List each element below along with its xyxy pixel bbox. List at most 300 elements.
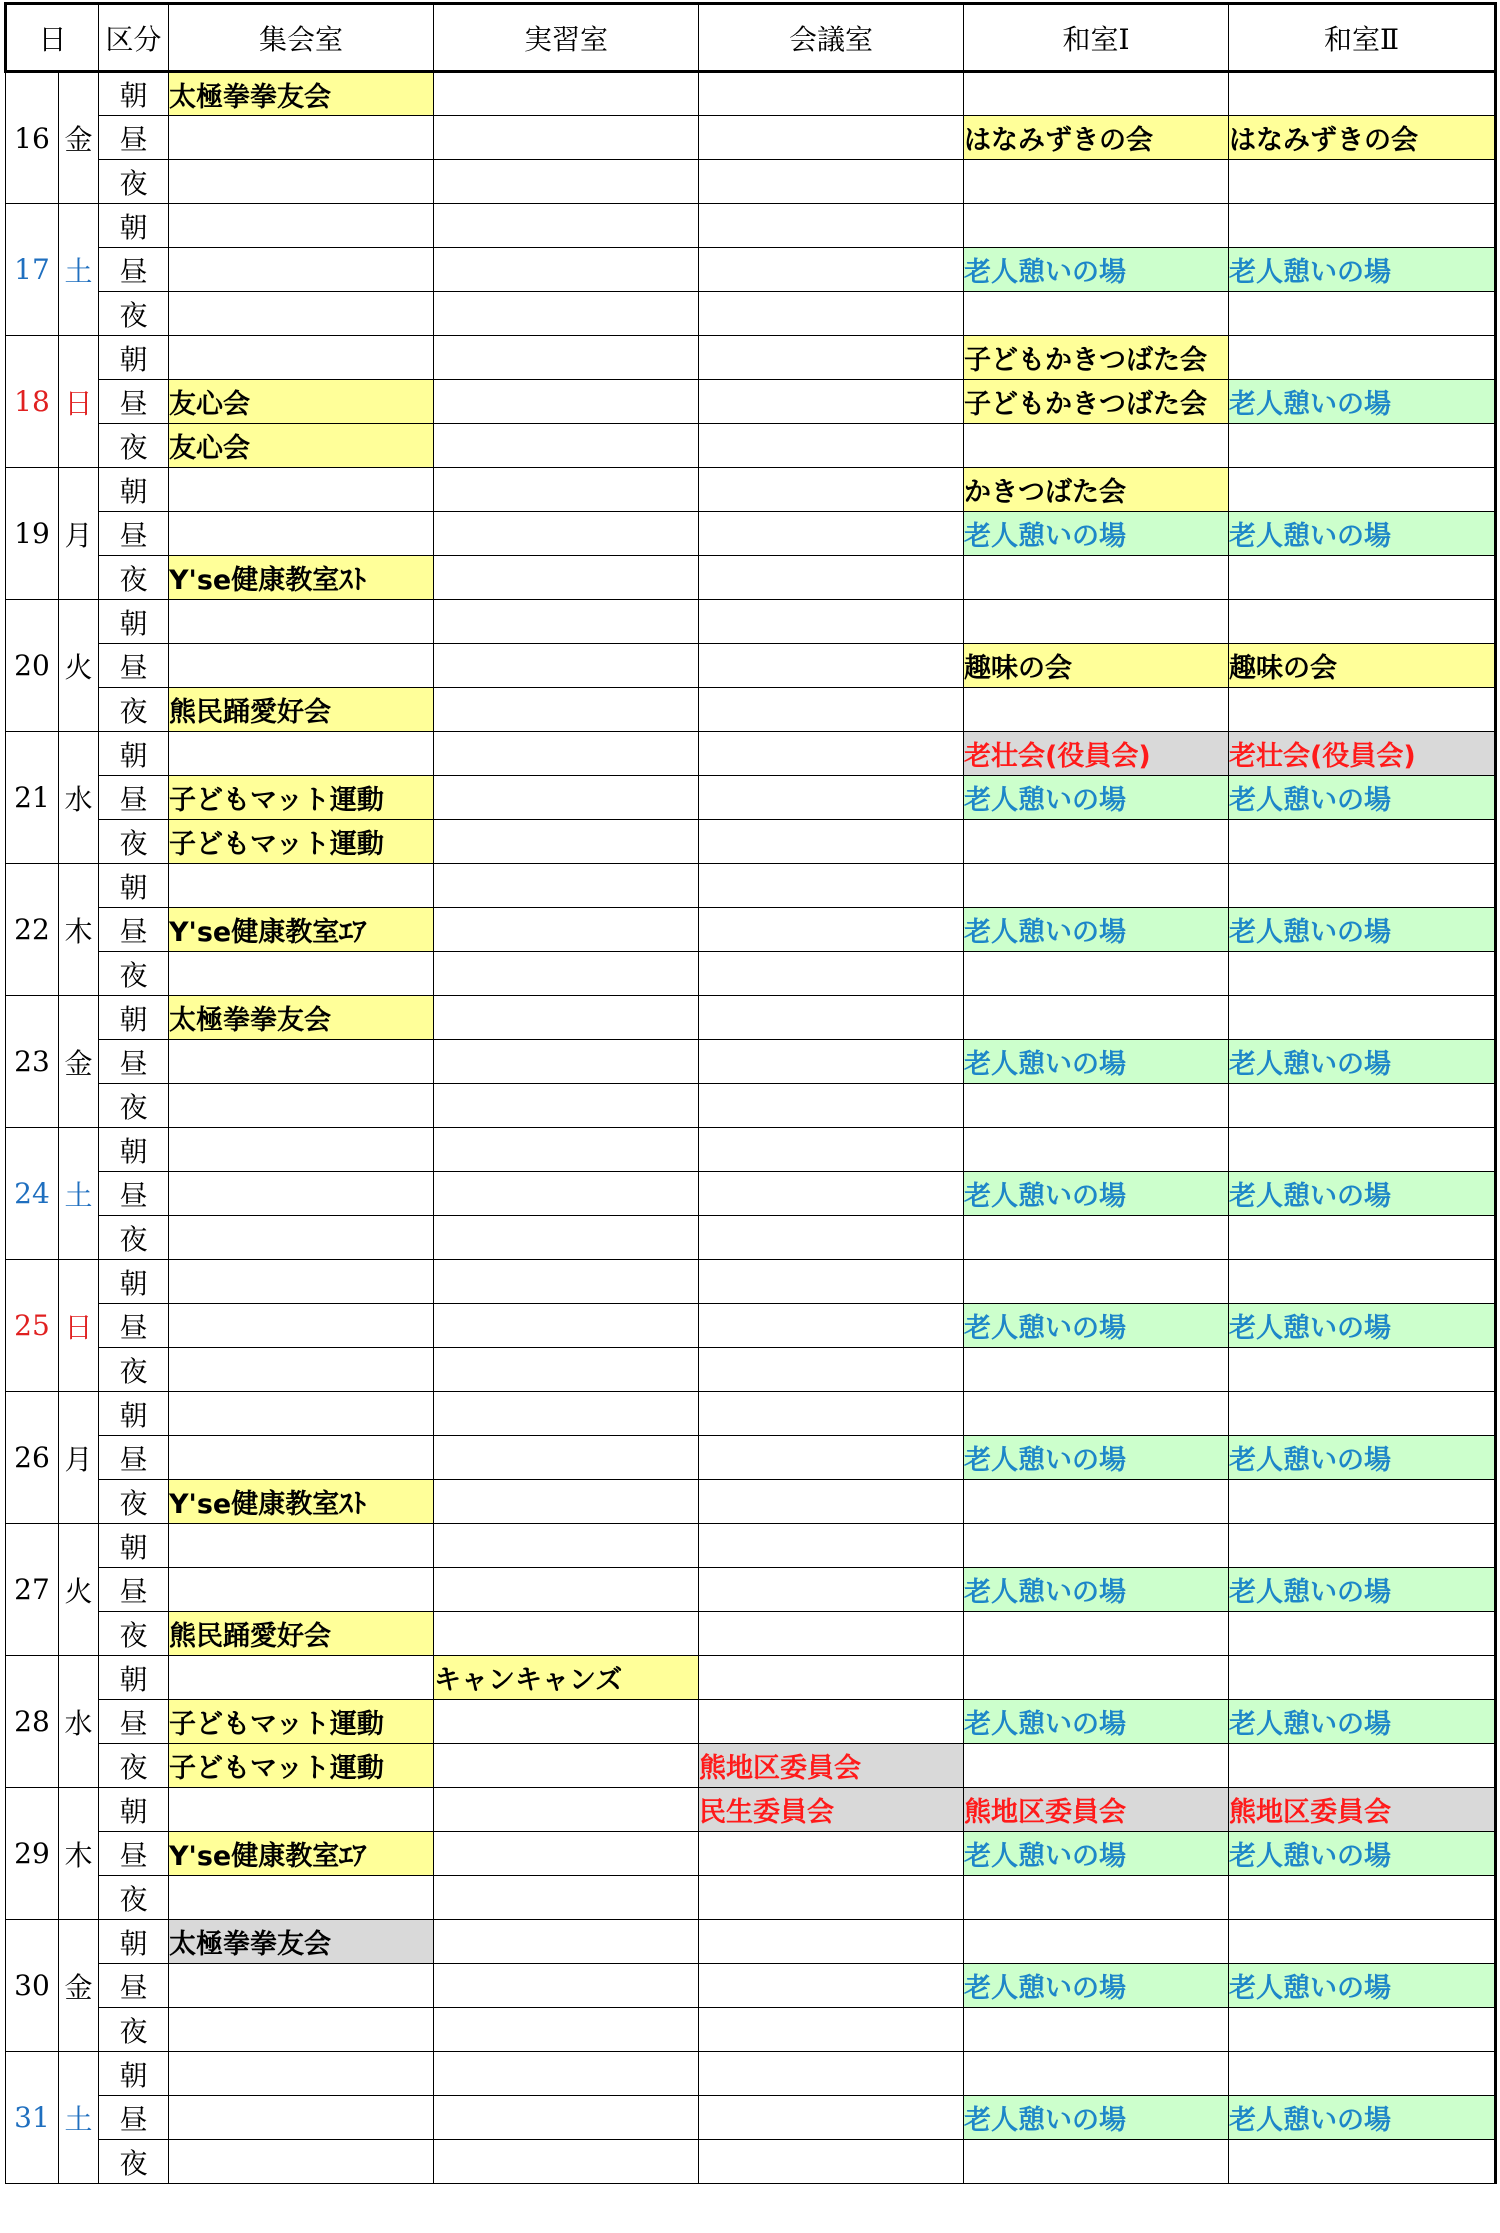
empty-slot-washitsu-2 [1229, 952, 1496, 996]
empty-slot-washitsu-2 [1229, 996, 1496, 1040]
reservation-washitsu-2: はなみずきの会 [1229, 116, 1496, 160]
schedule-row [6, 732, 1496, 776]
day-number: 25 [6, 1260, 59, 1392]
empty-slot-assembly [169, 1348, 434, 1392]
period-label: 昼 [99, 1304, 169, 1348]
room-schedule-table [4, 2, 1497, 2184]
schedule-row [6, 556, 1496, 600]
empty-slot-meeting [699, 1436, 964, 1480]
empty-slot-meeting [699, 556, 964, 600]
period-label: 夜 [99, 424, 169, 468]
empty-slot-meeting [699, 1172, 964, 1216]
empty-slot-meeting [699, 248, 964, 292]
day-of-week: 木 [59, 864, 99, 996]
reservation-washitsu-1: 老人憩いの場 [964, 512, 1229, 556]
empty-slot-assembly [169, 2008, 434, 2052]
day-number: 23 [6, 996, 59, 1128]
header-room-washitsu-2: 和室Ⅱ [1229, 4, 1496, 72]
day-number: 22 [6, 864, 59, 996]
empty-slot-washitsu-2 [1229, 204, 1496, 248]
empty-slot-washitsu-2 [1229, 160, 1496, 204]
empty-slot-assembly [169, 1216, 434, 1260]
period-label: 朝 [99, 1656, 169, 1700]
day-of-week: 土 [59, 2052, 99, 2184]
empty-slot-washitsu-2 [1229, 336, 1496, 380]
period-label: 夜 [99, 292, 169, 336]
empty-slot-meeting [699, 160, 964, 204]
day-of-week: 金 [59, 1920, 99, 2052]
schedule-row [6, 1480, 1496, 1524]
empty-slot-practice [434, 1612, 699, 1656]
empty-slot-washitsu-1 [964, 424, 1229, 468]
period-label: 昼 [99, 908, 169, 952]
reservation-washitsu-2: 老人憩いの場 [1229, 1568, 1496, 1612]
empty-slot-assembly [169, 336, 434, 380]
empty-slot-meeting [699, 512, 964, 556]
empty-slot-practice [434, 1700, 699, 1744]
empty-slot-meeting [699, 1392, 964, 1436]
empty-slot-washitsu-2 [1229, 1392, 1496, 1436]
schedule-row [6, 248, 1496, 292]
empty-slot-practice [434, 688, 699, 732]
schedule-row [6, 72, 1496, 116]
empty-slot-washitsu-1 [964, 556, 1229, 600]
schedule-row [6, 996, 1496, 1040]
empty-slot-meeting [699, 336, 964, 380]
period-label: 夜 [99, 2140, 169, 2184]
period-label: 昼 [99, 1964, 169, 2008]
reservation-assembly: 子どもマット運動 [169, 1744, 434, 1788]
reservation-washitsu-1: 老人憩いの場 [964, 2096, 1229, 2140]
empty-slot-assembly [169, 1524, 434, 1568]
period-label: 朝 [99, 996, 169, 1040]
empty-slot-washitsu-2 [1229, 2052, 1496, 2096]
empty-slot-washitsu-2 [1229, 1348, 1496, 1392]
empty-slot-washitsu-1 [964, 1524, 1229, 1568]
empty-slot-meeting [699, 1568, 964, 1612]
period-label: 夜 [99, 556, 169, 600]
day-of-week: 月 [59, 1392, 99, 1524]
period-label: 朝 [99, 1128, 169, 1172]
empty-slot-washitsu-2 [1229, 1876, 1496, 1920]
header-row [6, 4, 1496, 72]
schedule-row [6, 1216, 1496, 1260]
period-label: 朝 [99, 1260, 169, 1304]
empty-slot-washitsu-1 [964, 1216, 1229, 1260]
schedule-row [6, 1128, 1496, 1172]
reservation-washitsu-1: 老人憩いの場 [964, 1832, 1229, 1876]
empty-slot-practice [434, 336, 699, 380]
empty-slot-practice [434, 556, 699, 600]
day-number: 29 [6, 1788, 59, 1920]
period-label: 昼 [99, 776, 169, 820]
schedule-row [6, 424, 1496, 468]
schedule-row [6, 776, 1496, 820]
empty-slot-practice [434, 1260, 699, 1304]
period-label: 夜 [99, 688, 169, 732]
reservation-assembly: 熊民踊愛好会 [169, 688, 434, 732]
period-label: 昼 [99, 380, 169, 424]
empty-slot-meeting [699, 688, 964, 732]
reservation-washitsu-1: 老人憩いの場 [964, 1040, 1229, 1084]
empty-slot-practice [434, 776, 699, 820]
empty-slot-meeting [699, 1304, 964, 1348]
period-label: 昼 [99, 644, 169, 688]
schedule-row [6, 1656, 1496, 1700]
empty-slot-practice [434, 292, 699, 336]
empty-slot-assembly [169, 2140, 434, 2184]
reservation-washitsu-2: 老人憩いの場 [1229, 2096, 1496, 2140]
schedule-row [6, 1964, 1496, 2008]
empty-slot-assembly [169, 116, 434, 160]
day-of-week: 火 [59, 600, 99, 732]
empty-slot-washitsu-1 [964, 864, 1229, 908]
empty-slot-assembly [169, 1876, 434, 1920]
reservation-washitsu-1: 老人憩いの場 [964, 1172, 1229, 1216]
empty-slot-practice [434, 1084, 699, 1128]
schedule-row [6, 820, 1496, 864]
reservation-washitsu-1: 老人憩いの場 [964, 248, 1229, 292]
empty-slot-washitsu-2 [1229, 1216, 1496, 1260]
schedule-row [6, 1304, 1496, 1348]
empty-slot-meeting [699, 644, 964, 688]
reservation-washitsu-1: 老人憩いの場 [964, 1436, 1229, 1480]
day-number: 17 [6, 204, 59, 336]
empty-slot-meeting [699, 600, 964, 644]
schedule-row [6, 2140, 1496, 2184]
empty-slot-practice [434, 732, 699, 776]
schedule-row [6, 380, 1496, 424]
empty-slot-practice [434, 512, 699, 556]
header-day: 日 [6, 4, 99, 72]
empty-slot-washitsu-2 [1229, 2140, 1496, 2184]
reservation-washitsu-1: 老壮会(役員会) [964, 732, 1229, 776]
empty-slot-washitsu-2 [1229, 688, 1496, 732]
empty-slot-assembly [169, 864, 434, 908]
empty-slot-practice [434, 1568, 699, 1612]
empty-slot-assembly [169, 732, 434, 776]
empty-slot-washitsu-2 [1229, 292, 1496, 336]
period-label: 夜 [99, 1348, 169, 1392]
reservation-washitsu-2: 老人憩いの場 [1229, 380, 1496, 424]
empty-slot-meeting [699, 1920, 964, 1964]
empty-slot-practice [434, 1128, 699, 1172]
empty-slot-practice [434, 2140, 699, 2184]
period-label: 朝 [99, 1392, 169, 1436]
schedule-row [6, 1612, 1496, 1656]
header-room-assembly: 集会室 [169, 4, 434, 72]
empty-slot-meeting [699, 1216, 964, 1260]
empty-slot-assembly [169, 1172, 434, 1216]
empty-slot-practice [434, 908, 699, 952]
day-number: 18 [6, 336, 59, 468]
empty-slot-practice [434, 2052, 699, 2096]
empty-slot-washitsu-2 [1229, 1656, 1496, 1700]
day-number: 27 [6, 1524, 59, 1656]
reservation-assembly: 子どもマット運動 [169, 820, 434, 864]
empty-slot-meeting [699, 424, 964, 468]
empty-slot-washitsu-1 [964, 1920, 1229, 1964]
empty-slot-assembly [169, 2096, 434, 2140]
empty-slot-meeting [699, 1656, 964, 1700]
reservation-washitsu-2: 老人憩いの場 [1229, 512, 1496, 556]
reservation-assembly: Y'se健康教室ｽﾄ [169, 1480, 434, 1524]
empty-slot-meeting [699, 732, 964, 776]
period-label: 昼 [99, 2096, 169, 2140]
empty-slot-assembly [169, 1964, 434, 2008]
empty-slot-assembly [169, 644, 434, 688]
period-label: 夜 [99, 820, 169, 864]
day-of-week: 火 [59, 1524, 99, 1656]
period-label: 昼 [99, 1700, 169, 1744]
empty-slot-practice [434, 1392, 699, 1436]
empty-slot-practice [434, 1304, 699, 1348]
schedule-row [6, 1920, 1496, 1964]
period-label: 昼 [99, 1832, 169, 1876]
header-room-washitsu-1: 和室Ⅰ [964, 4, 1229, 72]
empty-slot-washitsu-1 [964, 1348, 1229, 1392]
period-label: 朝 [99, 1524, 169, 1568]
empty-slot-assembly [169, 292, 434, 336]
empty-slot-washitsu-1 [964, 204, 1229, 248]
empty-slot-meeting [699, 952, 964, 996]
empty-slot-washitsu-1 [964, 160, 1229, 204]
day-number: 31 [6, 2052, 59, 2184]
reservation-washitsu-1: かきつばた会 [964, 468, 1229, 512]
schedule-row [6, 204, 1496, 248]
reservation-assembly: 太極拳拳友会 [169, 1920, 434, 1964]
reservation-washitsu-1: 老人憩いの場 [964, 1568, 1229, 1612]
period-label: 昼 [99, 1436, 169, 1480]
empty-slot-assembly [169, 2052, 434, 2096]
empty-slot-washitsu-2 [1229, 556, 1496, 600]
empty-slot-washitsu-2 [1229, 2008, 1496, 2052]
day-number: 24 [6, 1128, 59, 1260]
schedule-row [6, 512, 1496, 556]
empty-slot-assembly [169, 1040, 434, 1084]
header-room-practice: 実習室 [434, 4, 699, 72]
reservation-washitsu-2: 老人憩いの場 [1229, 1172, 1496, 1216]
empty-slot-meeting [699, 1480, 964, 1524]
period-label: 朝 [99, 72, 169, 116]
schedule-row [6, 644, 1496, 688]
empty-slot-assembly [169, 1436, 434, 1480]
empty-slot-meeting [699, 1348, 964, 1392]
empty-slot-assembly [169, 204, 434, 248]
empty-slot-washitsu-1 [964, 600, 1229, 644]
period-label: 朝 [99, 204, 169, 248]
reservation-assembly: 熊民踊愛好会 [169, 1612, 434, 1656]
reservation-washitsu-1: 老人憩いの場 [964, 1964, 1229, 2008]
schedule-row [6, 1348, 1496, 1392]
period-label: 朝 [99, 468, 169, 512]
reservation-washitsu-2: 老人憩いの場 [1229, 248, 1496, 292]
empty-slot-practice [434, 248, 699, 292]
day-number: 26 [6, 1392, 59, 1524]
empty-slot-practice [434, 2008, 699, 2052]
day-of-week: 土 [59, 204, 99, 336]
empty-slot-assembly [169, 600, 434, 644]
empty-slot-washitsu-1 [964, 996, 1229, 1040]
empty-slot-practice [434, 204, 699, 248]
empty-slot-washitsu-1 [964, 1128, 1229, 1172]
empty-slot-practice [434, 72, 699, 116]
empty-slot-meeting [699, 380, 964, 424]
empty-slot-washitsu-2 [1229, 424, 1496, 468]
reservation-assembly: Y'se健康教室ｽﾄ [169, 556, 434, 600]
schedule-row [6, 1876, 1496, 1920]
empty-slot-assembly [169, 468, 434, 512]
empty-slot-practice [434, 1172, 699, 1216]
period-label: 昼 [99, 1172, 169, 1216]
reservation-washitsu-1: 老人憩いの場 [964, 776, 1229, 820]
empty-slot-practice [434, 1920, 699, 1964]
schedule-row [6, 1700, 1496, 1744]
period-label: 朝 [99, 336, 169, 380]
day-of-week: 月 [59, 468, 99, 600]
empty-slot-washitsu-1 [964, 72, 1229, 116]
schedule-row [6, 1172, 1496, 1216]
period-label: 朝 [99, 1920, 169, 1964]
schedule-row [6, 1084, 1496, 1128]
reservation-washitsu-1: はなみずきの会 [964, 116, 1229, 160]
empty-slot-meeting [699, 2052, 964, 2096]
empty-slot-meeting [699, 1260, 964, 1304]
empty-slot-practice [434, 424, 699, 468]
empty-slot-meeting [699, 72, 964, 116]
schedule-row [6, 952, 1496, 996]
empty-slot-washitsu-1 [964, 952, 1229, 996]
empty-slot-assembly [169, 1392, 434, 1436]
day-of-week: 水 [59, 1656, 99, 1788]
period-label: 夜 [99, 1084, 169, 1128]
reservation-assembly: 太極拳拳友会 [169, 996, 434, 1040]
empty-slot-washitsu-2 [1229, 1920, 1496, 1964]
empty-slot-meeting [699, 1832, 964, 1876]
empty-slot-assembly [169, 1260, 434, 1304]
empty-slot-washitsu-1 [964, 292, 1229, 336]
empty-slot-washitsu-1 [964, 1656, 1229, 1700]
period-label: 朝 [99, 864, 169, 908]
empty-slot-practice [434, 1524, 699, 1568]
schedule-row [6, 160, 1496, 204]
empty-slot-practice [434, 820, 699, 864]
reservation-washitsu-1: 趣味の会 [964, 644, 1229, 688]
reservation-washitsu-2: 老人憩いの場 [1229, 1040, 1496, 1084]
empty-slot-washitsu-2 [1229, 1744, 1496, 1788]
schedule-row [6, 1568, 1496, 1612]
empty-slot-meeting [699, 1612, 964, 1656]
period-label: 朝 [99, 600, 169, 644]
day-number: 21 [6, 732, 59, 864]
schedule-body [6, 72, 1496, 2184]
empty-slot-meeting [699, 1700, 964, 1744]
empty-slot-meeting [699, 2140, 964, 2184]
reservation-washitsu-1: 老人憩いの場 [964, 908, 1229, 952]
reservation-washitsu-1: 熊地区委員会 [964, 1788, 1229, 1832]
empty-slot-practice [434, 1040, 699, 1084]
reservation-meeting: 熊地区委員会 [699, 1744, 964, 1788]
period-label: 夜 [99, 1216, 169, 1260]
empty-slot-practice [434, 1876, 699, 1920]
empty-slot-meeting [699, 292, 964, 336]
empty-slot-meeting [699, 468, 964, 512]
empty-slot-assembly [169, 1128, 434, 1172]
reservation-meeting: 民生委員会 [699, 1788, 964, 1832]
schedule-row [6, 292, 1496, 336]
schedule-row [6, 2096, 1496, 2140]
period-label: 夜 [99, 1480, 169, 1524]
empty-slot-meeting [699, 2096, 964, 2140]
day-number: 19 [6, 468, 59, 600]
empty-slot-practice [434, 644, 699, 688]
schedule-row [6, 336, 1496, 380]
empty-slot-assembly [169, 248, 434, 292]
empty-slot-practice [434, 1744, 699, 1788]
empty-slot-washitsu-2 [1229, 820, 1496, 864]
reservation-washitsu-2: 老人憩いの場 [1229, 1436, 1496, 1480]
day-number: 30 [6, 1920, 59, 2052]
empty-slot-washitsu-1 [964, 1612, 1229, 1656]
reservation-washitsu-1: 子どもかきつばた会 [964, 380, 1229, 424]
empty-slot-assembly [169, 512, 434, 556]
schedule-row [6, 908, 1496, 952]
schedule-row [6, 1832, 1496, 1876]
empty-slot-meeting [699, 2008, 964, 2052]
empty-slot-practice [434, 468, 699, 512]
empty-slot-assembly [169, 1304, 434, 1348]
empty-slot-practice [434, 116, 699, 160]
reservation-washitsu-2: 老人憩いの場 [1229, 1700, 1496, 1744]
empty-slot-meeting [699, 820, 964, 864]
period-label: 昼 [99, 1040, 169, 1084]
header-period: 区分 [99, 4, 169, 72]
reservation-assembly: 子どもマット運動 [169, 776, 434, 820]
reservation-assembly: 友心会 [169, 380, 434, 424]
schedule-row [6, 1392, 1496, 1436]
reservation-assembly: Y'se健康教室ｴｱ [169, 908, 434, 952]
empty-slot-washitsu-1 [964, 2140, 1229, 2184]
day-of-week: 水 [59, 732, 99, 864]
day-of-week: 日 [59, 1260, 99, 1392]
empty-slot-washitsu-1 [964, 2052, 1229, 2096]
day-of-week: 土 [59, 1128, 99, 1260]
empty-slot-meeting [699, 116, 964, 160]
empty-slot-practice [434, 1964, 699, 2008]
empty-slot-practice [434, 952, 699, 996]
day-of-week: 金 [59, 72, 99, 204]
reservation-washitsu-2: 老壮会(役員会) [1229, 732, 1496, 776]
reservation-practice: キャンキャンズ [434, 1656, 699, 1700]
period-label: 朝 [99, 732, 169, 776]
empty-slot-meeting [699, 1876, 964, 1920]
reservation-assembly: 太極拳拳友会 [169, 72, 434, 116]
reservation-washitsu-1: 子どもかきつばた会 [964, 336, 1229, 380]
empty-slot-meeting [699, 996, 964, 1040]
empty-slot-practice [434, 996, 699, 1040]
period-label: 夜 [99, 2008, 169, 2052]
empty-slot-meeting [699, 1128, 964, 1172]
schedule-row [6, 468, 1496, 512]
empty-slot-washitsu-1 [964, 2008, 1229, 2052]
period-label: 夜 [99, 160, 169, 204]
empty-slot-washitsu-1 [964, 688, 1229, 732]
reservation-washitsu-2: 趣味の会 [1229, 644, 1496, 688]
empty-slot-washitsu-2 [1229, 600, 1496, 644]
reservation-washitsu-2: 老人憩いの場 [1229, 908, 1496, 952]
schedule-row [6, 1436, 1496, 1480]
empty-slot-practice [434, 380, 699, 424]
